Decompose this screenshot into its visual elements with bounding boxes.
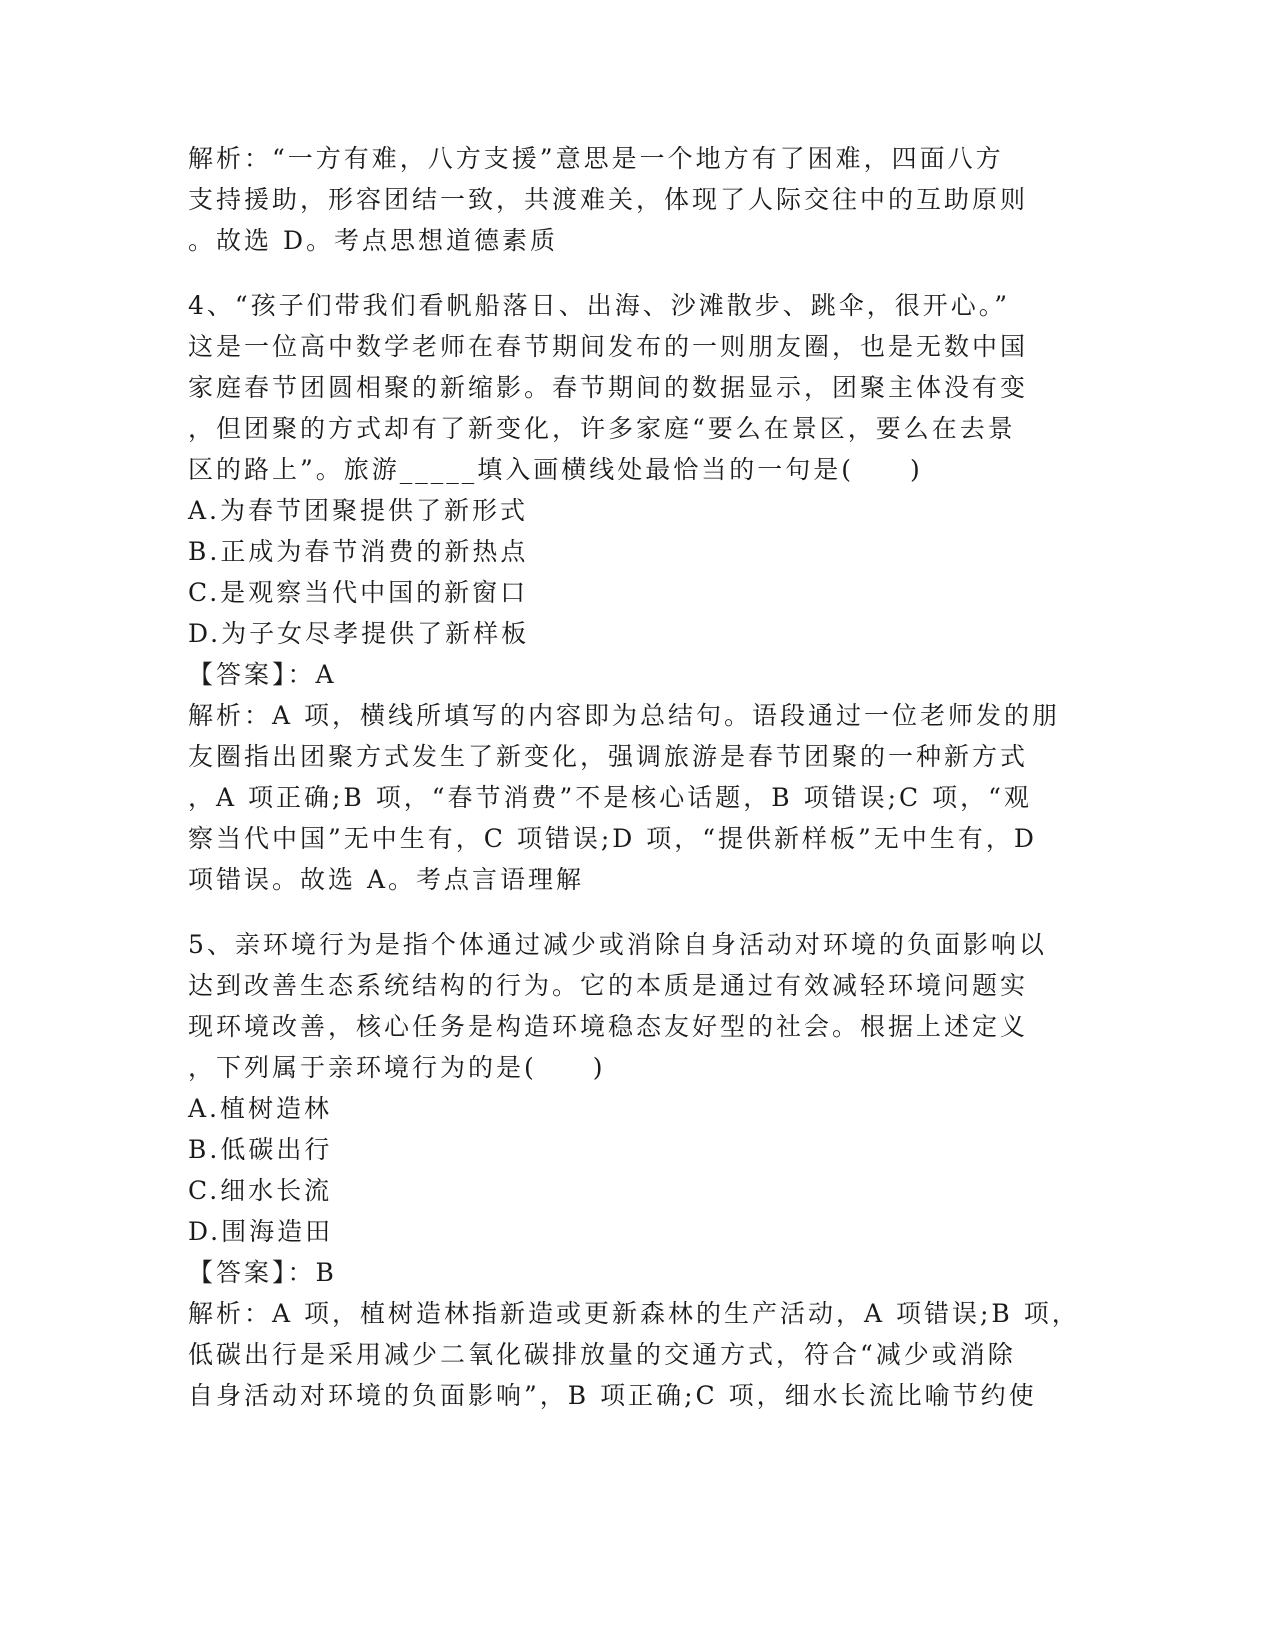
q4-option-a: A.为春节团聚提供了新形式 (188, 496, 529, 525)
q5-analysis-line: 低碳出行是采用减少二氧化碳排放量的交通方式，符合“减少或消除 (188, 1340, 1016, 1369)
q4-answer: 【答案】：A (188, 660, 337, 689)
q4-analysis-line: 项错误。故选 A。考点言语理解 (188, 865, 585, 894)
q5-option-b: B.低碳出行 (188, 1135, 333, 1164)
q5-option-a: A.植树造林 (188, 1094, 333, 1123)
q4-question-line: 区的路上”。旅游_____填入画横线处最恰当的一句是( ) (188, 455, 923, 484)
q4-option-b: B.正成为春节消费的新热点 (188, 537, 529, 566)
q5-question-line: 现环境改善，核心任务是构造环境稳态友好型的社会。根据上述定义 (188, 1012, 1029, 1041)
q4-analysis-line: ，A 项正确;B 项，“春节消费”不是核心话题，B 项错误;C 项，“观 (188, 783, 1032, 812)
prev-analysis-line: 支持援助，形容团结一致，共渡难关，体现了人际交往中的互助原则 (188, 185, 1029, 214)
q4-question-line: 这是一位高中数学老师在春节期间发布的一则朋友圈，也是无数中国 (188, 332, 1029, 361)
q5-answer: 【答案】：B (188, 1258, 337, 1287)
q4-question-line: 家庭春节团圆相聚的新缩影。春节期间的数据显示，团聚主体没有变 (188, 373, 1029, 402)
q5-question-line: 达到改善生态系统结构的行为。它的本质是通过有效减轻环境问题实 (188, 971, 1029, 1000)
q4-analysis-line: 友圈指出团聚方式发生了新变化，强调旅游是春节团聚的一种新方式 (188, 742, 1029, 771)
q5-question-line: ，下列属于亲环境行为的是( ) (188, 1053, 606, 1082)
q5-option-d: D.围海造田 (188, 1217, 334, 1246)
q4-analysis-line: 解析：A 项，横线所填写的内容即为总结句。语段通过一位老师发的朋 (188, 701, 1061, 730)
q5-analysis-line: 自身活动对环境的负面影响”，B 项正确;C 项，细水长流比喻节约使 (188, 1381, 1037, 1410)
q4-question-line: ，但团聚的方式却有了新变化，许多家庭“要么在景区，要么在去景 (188, 414, 1016, 443)
q5-analysis-line: 解析：A 项，植树造林指新造或更新森林的生产活动，A 项错误;B 项， (188, 1299, 1080, 1328)
q5-question-line: 5、亲环境行为是指个体通过减少或消除自身活动对环境的负面影响以 (188, 930, 1047, 959)
q4-option-d: D.为子女尽孝提供了新样板 (188, 619, 530, 648)
prev-analysis-line: 解析：“一方有难，八方支援”意思是一个地方有了困难，四面八方 (188, 144, 1004, 173)
q5-option-c: C.细水长流 (188, 1176, 333, 1205)
q4-analysis-line: 察当代中国”无中生有，C 项错误;D 项，“提供新样板”无中生有，D (188, 824, 1037, 853)
q4-question-line: 4、“孩子们带我们看帆船落日、出海、沙滩散步、跳伞，很开心。” (188, 291, 1010, 320)
q4-option-c: C.是观察当代中国的新窗口 (188, 578, 529, 607)
prev-analysis-line: 。故选 D。考点思想道德素质 (188, 226, 558, 255)
